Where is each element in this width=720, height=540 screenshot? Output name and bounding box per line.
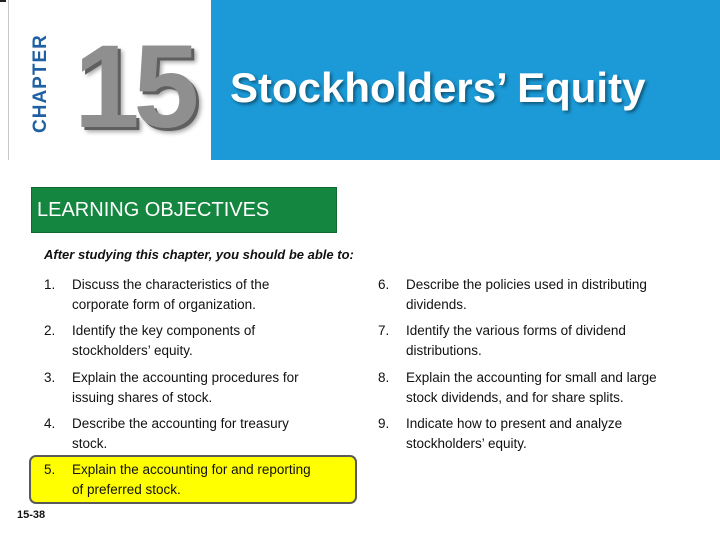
- objective-text-line1: Describe the accounting for treasury: [72, 416, 289, 431]
- corner-mark: [0, 0, 6, 2]
- chapter-divider: [8, 0, 9, 160]
- objective-text-line2: corporate form of organization.: [72, 297, 256, 312]
- objective-text-line2: stock.: [72, 436, 108, 451]
- objective-number: 9.: [378, 416, 390, 431]
- objective-text-line2: stockholders’ equity.: [72, 343, 193, 358]
- objective-text-line2: of preferred stock.: [72, 482, 181, 497]
- objective-number: 6.: [378, 277, 390, 292]
- objective-number: 2.: [44, 323, 56, 338]
- objective-text-line1: Identify the key components of: [72, 323, 256, 338]
- objective-number: 4.: [44, 416, 56, 431]
- objective-number: 1.: [44, 277, 56, 292]
- objective-text-line1: Explain the accounting procedures for: [72, 370, 299, 385]
- objective-number: 7.: [378, 323, 390, 338]
- objective-text-line2: stockholders’ equity.: [406, 436, 527, 451]
- objective-text-line2: stock dividends, and for share splits.: [406, 390, 624, 405]
- objective-text-line2: issuing shares of stock.: [72, 390, 213, 405]
- objective-text-line1: Explain the accounting for small and large: [406, 370, 657, 385]
- objective-number: 3.: [44, 370, 56, 385]
- chapter-number: 15: [74, 21, 194, 153]
- objective-text-line1: Indicate how to present and analyze: [406, 416, 623, 431]
- objective-text-line2: dividends.: [406, 297, 467, 312]
- objective-text-line1: Discuss the characteristics of the: [72, 277, 270, 292]
- objective-number: 5.: [44, 462, 56, 477]
- objective-number: 8.: [378, 370, 390, 385]
- learning-objectives-heading: LEARNING OBJECTIVES: [37, 199, 270, 221]
- objective-text-line1: Identify the various forms of dividend: [406, 323, 626, 338]
- chapter-title: Stockholders’ Equity: [230, 64, 646, 111]
- learning-objectives-heading-box: [31, 187, 337, 233]
- chapter-label: CHAPTER: [30, 34, 51, 133]
- objective-text-line1: Describe the policies used in distributing: [406, 277, 647, 292]
- objectives-intro: After studying this chapter, you should be able to:: [44, 247, 354, 262]
- page-number: 15-38: [17, 509, 46, 521]
- objective-text-line1: Explain the accounting for and reporting: [72, 462, 311, 477]
- objective-text-line2: distributions.: [406, 343, 482, 358]
